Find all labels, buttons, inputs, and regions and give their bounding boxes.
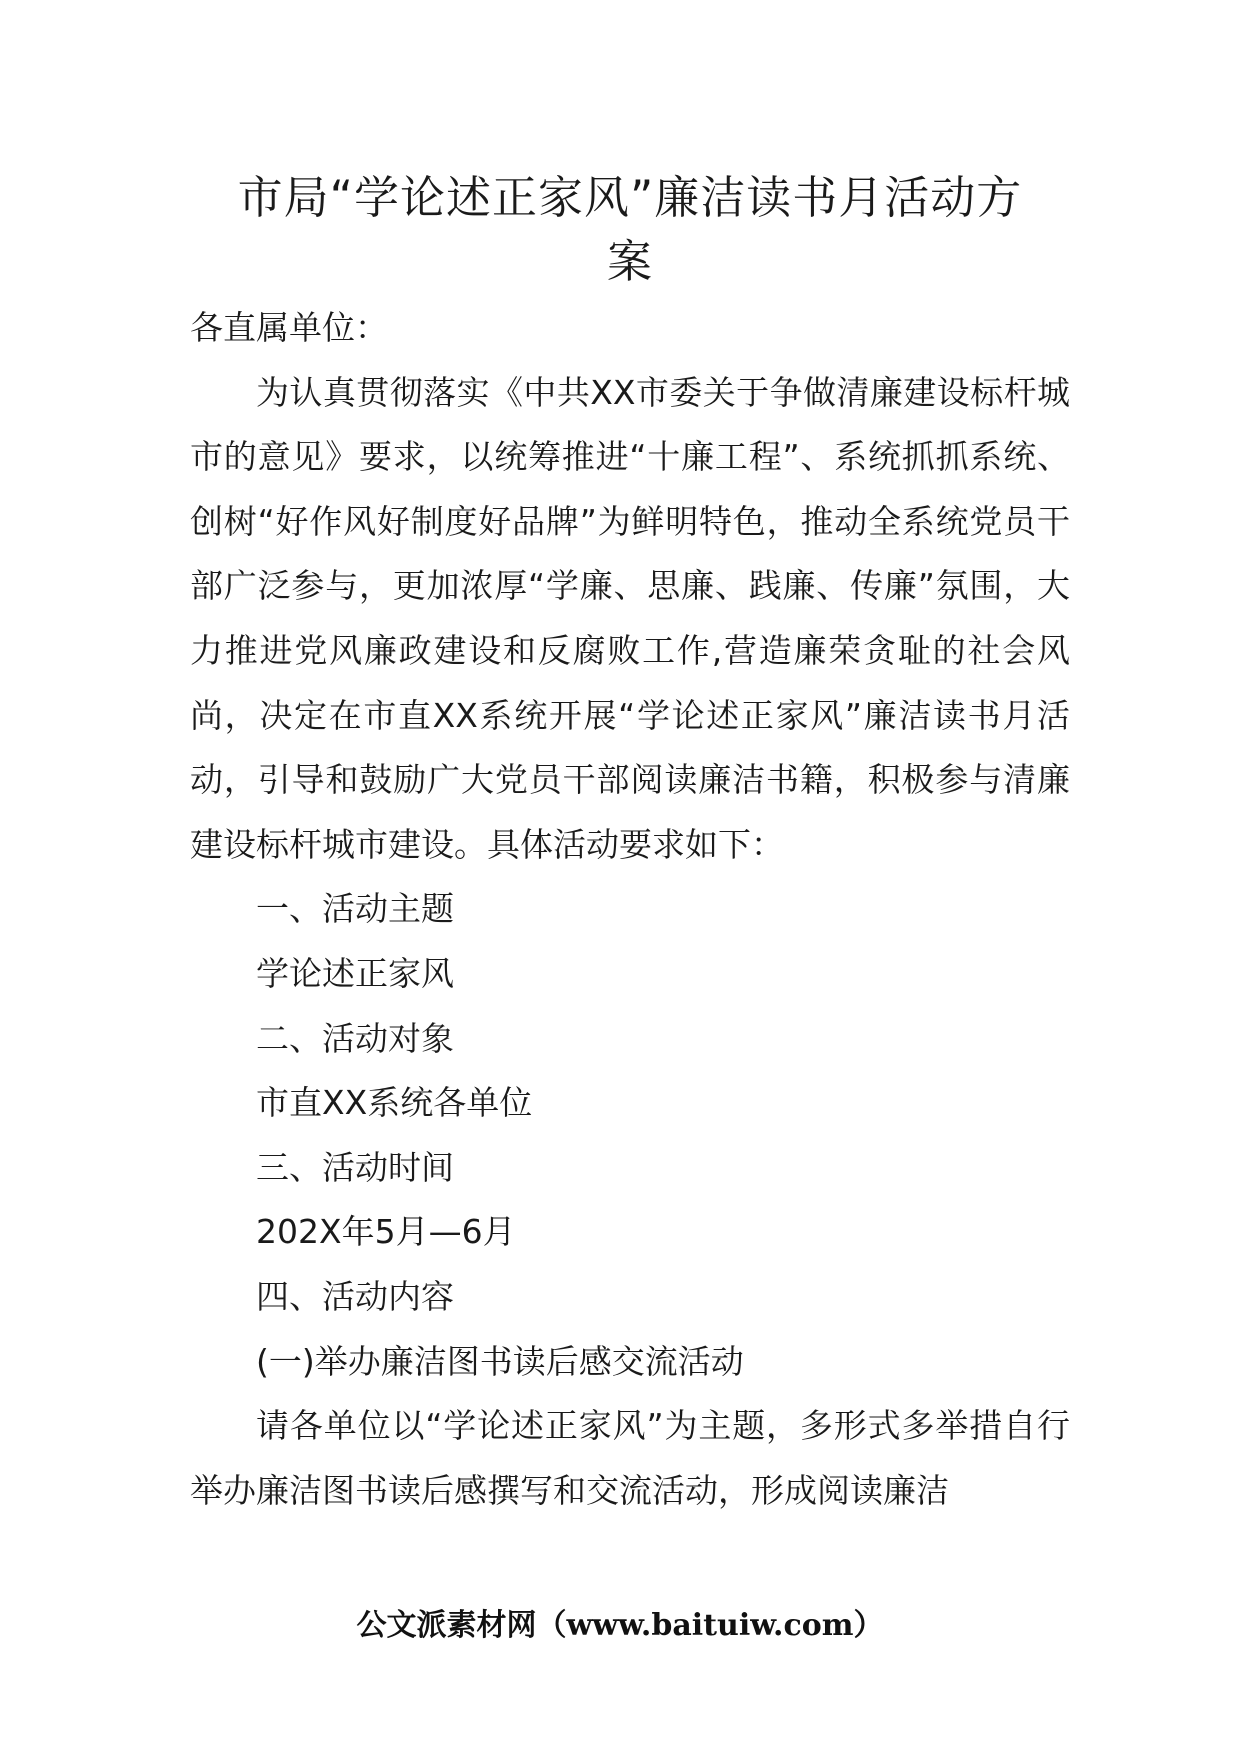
section-1-heading: 一、活动主题 — [256, 889, 454, 929]
section-2-text: 市直XX系统各单位 — [256, 1083, 533, 1123]
title-line-1: 市局“学论述正家风”廉洁读书月活动方 — [237, 171, 1023, 224]
subsection-1-text: 请各单位以“学论述正家风”为主题，多形式多举措自行举办廉洁图书读后感撰写和交流活动，形成阅读廉洁 — [190, 1406, 1070, 1510]
document-title — [190, 166, 1070, 294]
document-body — [190, 296, 1070, 1523]
salutation: 各直属单位： — [190, 308, 388, 347]
section-1-text: 学论述正家风 — [256, 953, 454, 993]
section-3-text: 202X年5月—6月 — [256, 1212, 516, 1252]
subsection-1-heading: (一)举办廉洁图书读后感交流活动 — [256, 1341, 744, 1381]
title-line-2: 案 — [606, 235, 653, 288]
footer-watermark: 公文派素材网（www.baituiw.com） — [356, 1608, 884, 1643]
section-4-heading: 四、活动内容 — [256, 1276, 454, 1316]
section-2-heading: 二、活动对象 — [256, 1018, 454, 1058]
intro-paragraph: 为认真贯彻落实《中共XX市委关于争做清廉建设标杆城市的意见》要求，以统筹推进“十廉工程”、系统抓抓系统、创树“好作风好制度好品牌”为鲜明特色，推动全系统党员干部广泛参与，更加浓厚“学廉、思廉、践廉、传廉”氛围，大力推进党风廉政建设和反腐败工作,营造廉荣贪耻的社会风尚，决定在市直XX系统开展“学论述正家风”廉洁读书月活动，引导和鼓励广大党员干部阅读廉洁书籍，积极参与清廉建设标杆城市建设。具体活动要求如下： — [190, 372, 1070, 864]
section-3-heading: 三、活动时间 — [256, 1147, 454, 1187]
